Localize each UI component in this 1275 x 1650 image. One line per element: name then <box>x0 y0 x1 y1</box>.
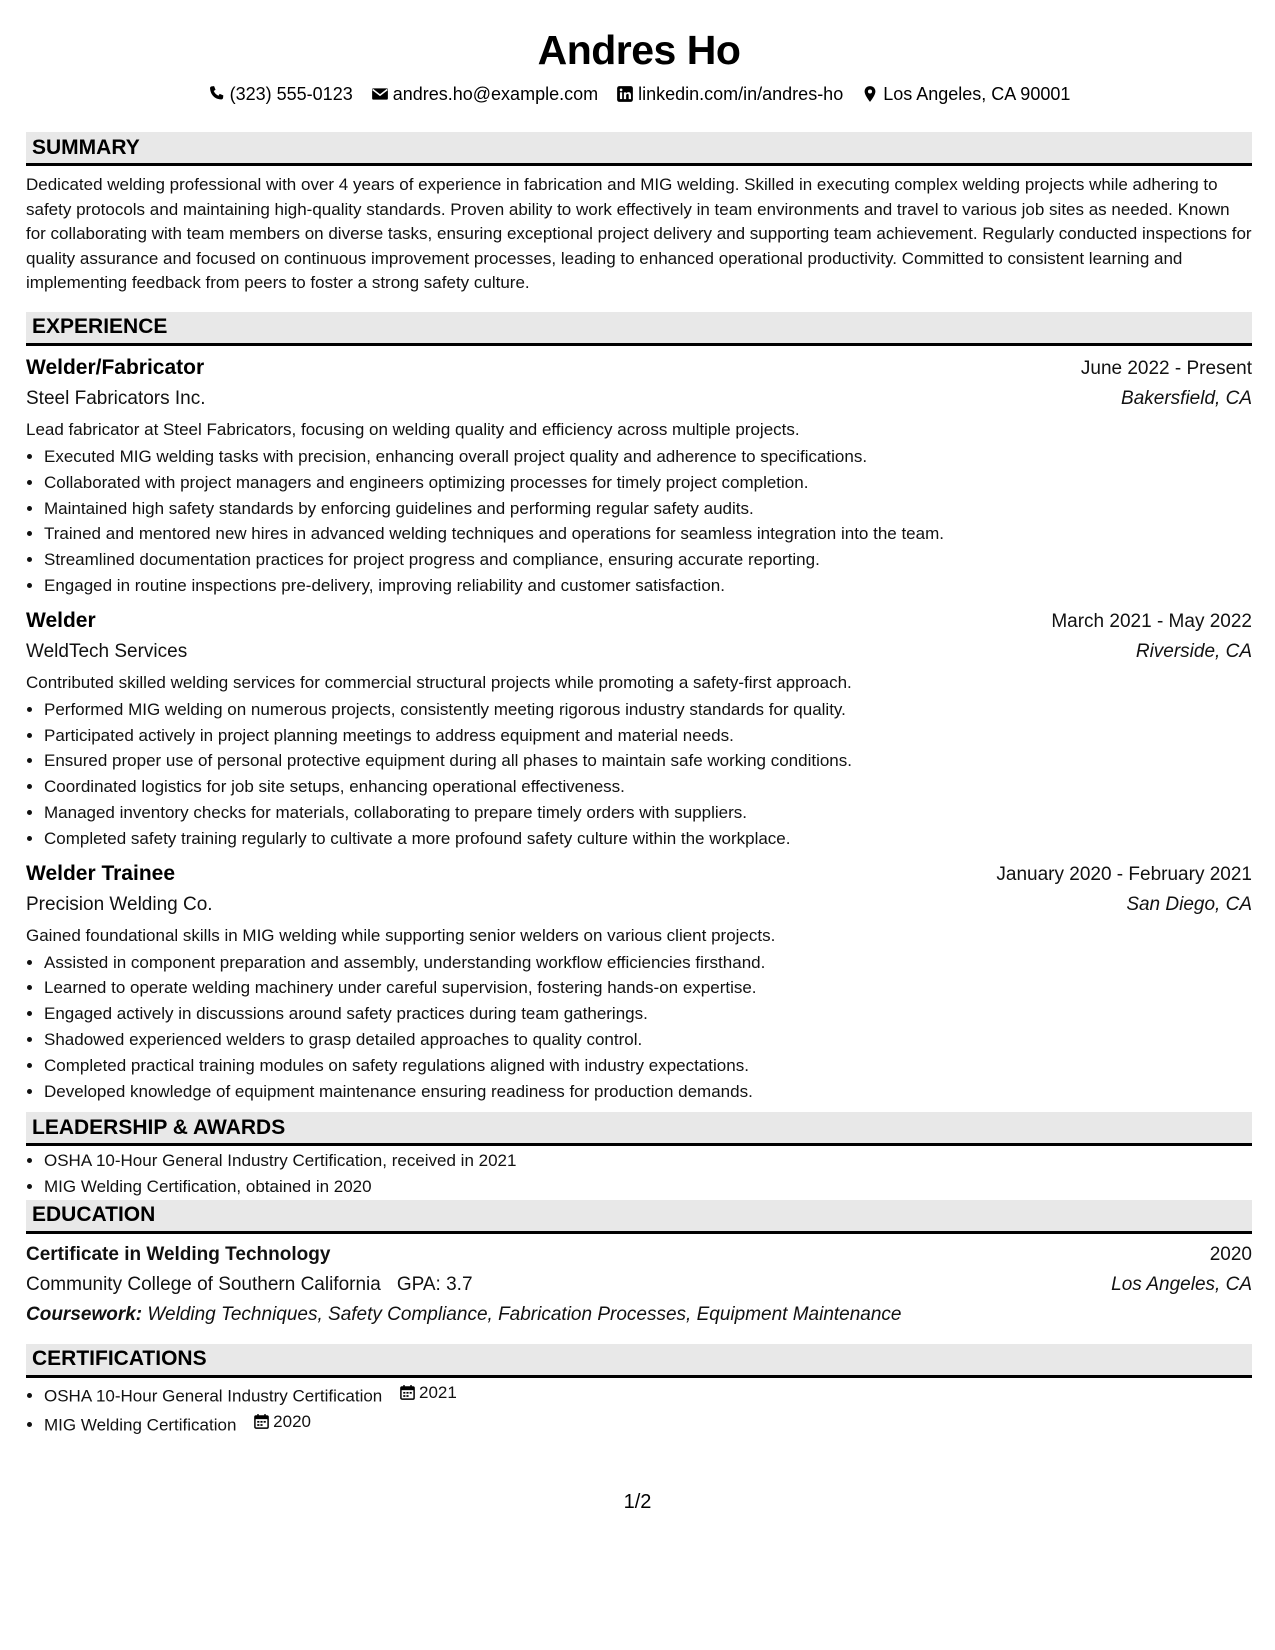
education-year: 2020 <box>1209 1243 1252 1265</box>
bullet-item: • Executed MIG welding tasks with precision, enhancing overall project quality and adherence to specifications. <box>44 444 1252 470</box>
bullet-item: • Streamlined documentation practices for project progress and compliance, ensuring accurate reporting. <box>44 547 1252 573</box>
summary-text: Dedicated welding professional with over 4 years of experience in fabrication and MIG welding. Skilled in executing complex welding projects while adhering to safety protocols and maintaining high-quality standards. Proven ability to work effectively in team environments and travel to various job sites as needed. Known for collaborating with team members on diverse tasks, ensuring exceptional project delivery and supporting team achievement. Regularly conducted inspections for quality assurance and focused on continuous improvement processes, leading to enhanced operational productivity. Committed to consistent learning and implementing feedback from peers to foster a strong safety culture. <box>26 175 1252 293</box>
candidate-name: Andres Ho <box>537 27 741 73</box>
map-pin-icon <box>861 85 879 103</box>
bullet-item: • Coordinated logistics for job site setups, enhancing operational effectiveness. <box>44 774 1252 800</box>
experience-list <box>26 353 1252 1104</box>
job-dates: January 2020 - February 2021 <box>996 863 1252 885</box>
coursework-line <box>26 1300 1252 1330</box>
job-title: Welder <box>26 608 96 632</box>
contact-linkedin[interactable] <box>616 82 843 106</box>
job-description: Gained foundational skills in MIG welding while supporting senior welders on various client projects. <box>26 925 776 945</box>
certifications-list <box>26 1380 1252 1438</box>
certification-item <box>44 1409 1252 1438</box>
certification-date <box>253 1409 311 1435</box>
job-location: Riverside, CA <box>1135 640 1252 662</box>
coursework-label: Coursework: <box>26 1303 143 1325</box>
email-link[interactable]: andres.ho@example.com <box>392 84 599 104</box>
resume-content <box>26 0 1252 1438</box>
job-entry <box>26 353 1252 599</box>
bullet-item: • Developed knowledge of equipment maintenance ensuring readiness for production demands. <box>44 1079 1252 1105</box>
bullet-item: • Performed MIG welding on numerous projects, consistently meeting rigorous industry standards for quality. <box>44 697 1252 723</box>
certification-name: OSHA 10-Hour General Industry Certification <box>44 1386 383 1406</box>
job-bullets <box>26 444 1252 599</box>
job-company: Steel Fabricators Inc. <box>26 387 206 409</box>
linkedin-link[interactable]: linkedin.com/in/andres-ho <box>638 84 844 104</box>
calendar-icon <box>253 1413 270 1430</box>
education-location: Los Angeles, CA <box>1111 1273 1252 1295</box>
awards-heading: LEADERSHIP & AWARDS <box>26 1112 1252 1146</box>
certification-item <box>44 1380 1252 1409</box>
job-description: Lead fabricator at Steel Fabricators, focusing on welding quality and efficiency across multiple projects. <box>26 419 800 439</box>
bullet-item: • Trained and mentored new hires in advanced welding techniques and operations for seamless integration into the team. <box>44 521 1252 547</box>
school-line <box>26 1271 473 1299</box>
education-heading: EDUCATION <box>26 1200 1252 1234</box>
certification-name: MIG Welding Certification <box>44 1415 237 1435</box>
certification-date <box>399 1380 457 1406</box>
bullet-item: • Collaborated with project managers and engineers optimizing processes for timely project completion. <box>44 470 1252 496</box>
bullet-item: • Assisted in component preparation and assembly, understanding workflow efficiencies firsthand. <box>44 950 1252 976</box>
job-description: Contributed skilled welding services for commercial structural projects while promoting a safety-first approach. <box>26 672 852 692</box>
location-text: Los Angeles, CA 90001 <box>883 84 1071 104</box>
certification-year: 2020 <box>273 1412 311 1432</box>
job-entry <box>26 606 1252 852</box>
phone-text: (323) 555-0123 <box>229 84 353 104</box>
job-title: Welder Trainee <box>26 861 176 885</box>
bullet-item: • Engaged actively in discussions around safety practices during team gatherings. <box>44 1001 1252 1027</box>
bullet-item: • Completed safety training regularly to cultivate a more profound safety culture within the workplace. <box>44 826 1252 852</box>
school-name: Community College of Southern California <box>26 1273 381 1295</box>
bullet-item: • Maintained high safety standards by enforcing guidelines and performing regular safety audits. <box>44 496 1252 522</box>
bullet-item: • Learned to operate welding machinery under careful supervision, fostering hands-on expertise. <box>44 975 1252 1001</box>
bullet-item: • Participated actively in project planning meetings to address equipment and material needs. <box>44 723 1252 749</box>
award-item: • MIG Welding Certification, obtained in 2020 <box>44 1174 1252 1200</box>
job-company: Precision Welding Co. <box>26 893 213 915</box>
page-number: 1/2 <box>623 1491 652 1513</box>
job-location: Bakersfield, CA <box>1121 387 1252 409</box>
certification-year: 2021 <box>419 1382 457 1402</box>
bullet-item: • Completed practical training modules on safety regulations aligned with industry expectations. <box>44 1053 1252 1079</box>
calendar-icon <box>399 1384 416 1401</box>
degree-title: Certificate in Welding Technology <box>26 1243 331 1265</box>
gpa-text: GPA: 3.7 <box>396 1273 473 1295</box>
job-title: Welder/Fabricator <box>26 355 205 379</box>
job-dates: March 2021 - May 2022 <box>1051 610 1252 632</box>
job-entry <box>26 859 1252 1105</box>
summary-heading: SUMMARY <box>26 132 1252 166</box>
contact-bar <box>26 82 1252 106</box>
bullet-item: • Engaged in routine inspections pre-delivery, improving reliability and customer satisfaction. <box>44 573 1252 599</box>
certifications-heading: CERTIFICATIONS <box>26 1344 1252 1378</box>
awards-list <box>26 1148 1252 1200</box>
award-item: • OSHA 10-Hour General Industry Certification, received in 2021 <box>44 1148 1252 1174</box>
job-location: San Diego, CA <box>1126 893 1252 915</box>
contact-location <box>861 82 1070 106</box>
coursework-text: Welding Techniques, Safety Compliance, Fabrication Processes, Equipment Maintenance <box>147 1303 902 1325</box>
job-dates: June 2022 - Present <box>1080 357 1252 379</box>
contact-phone <box>208 82 353 106</box>
contact-email[interactable] <box>371 82 598 106</box>
bullet-item: • Shadowed experienced welders to grasp detailed approaches to quality control. <box>44 1027 1252 1053</box>
experience-heading: EXPERIENCE <box>26 312 1252 346</box>
bullet-item: • Ensured proper use of personal protective equipment during all phases to maintain safe working conditions. <box>44 748 1252 774</box>
envelope-icon <box>371 85 389 103</box>
bullet-item: • Managed inventory checks for materials, collaborating to prepare timely orders with suppliers. <box>44 800 1252 826</box>
linkedin-icon <box>616 85 634 103</box>
education-entry <box>26 1240 1252 1330</box>
job-bullets <box>26 697 1252 852</box>
job-company: WeldTech Services <box>26 640 188 662</box>
phone-icon <box>208 85 226 103</box>
job-bullets <box>26 950 1252 1105</box>
